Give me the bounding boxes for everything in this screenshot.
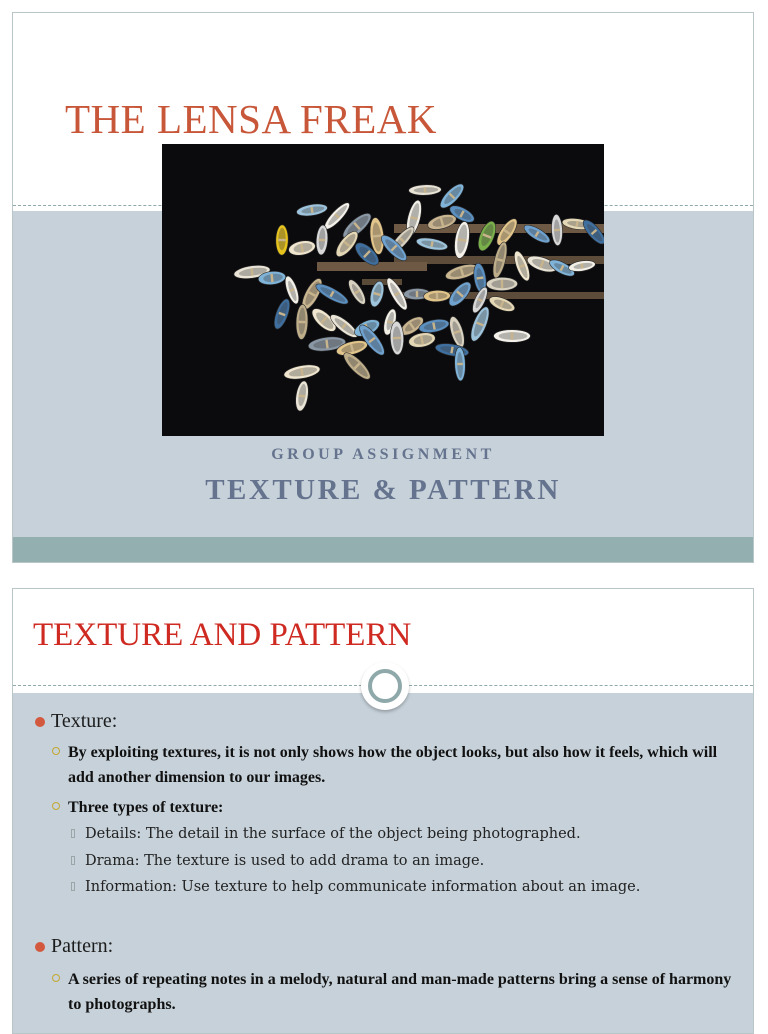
sub-sub-bullet [85, 879, 640, 895]
sub-sub-bullet [85, 853, 484, 869]
bullet-dot-icon [35, 942, 45, 952]
slide-title: TEXTURE AND PATTERN [33, 617, 412, 653]
square-bullet-icon [71, 856, 75, 865]
bullet-label: Texture: [51, 710, 118, 732]
sub-bullet [68, 740, 738, 790]
boats-photo [162, 144, 604, 436]
title-slide [12, 12, 754, 563]
sub-bullet-text: By exploiting textures, it is not only shows how the object looks, but also how it feels, which will add another dimension to our images. [68, 744, 718, 786]
circle-bullet-icon [52, 974, 60, 982]
circle-bullet-icon [52, 747, 60, 755]
square-bullet-icon [71, 882, 75, 891]
sub-sub-bullet [85, 826, 581, 842]
bullet-dot-icon [35, 717, 45, 727]
slide-footer-bar [13, 537, 753, 563]
circle-bullet-icon [52, 802, 60, 810]
sub-bullet [68, 795, 738, 820]
content-slide [12, 588, 754, 1034]
sub-sub-bullet-text: Drama: The texture is used to add drama to an image. [85, 853, 485, 869]
bullet-texture [51, 710, 117, 733]
bullet-label: Pattern: [51, 935, 114, 957]
square-bullet-icon [71, 829, 75, 838]
presentation-title: THE LENSA FREAK [65, 96, 437, 142]
sub-sub-bullet-text: Information: Use texture to help communicate information about an image. [85, 879, 641, 895]
sub-sub-bullet-text: Details: The detail in the surface of the object being photographed. [85, 826, 581, 842]
sub-bullet-text: Three types of texture: [68, 799, 224, 816]
sub-bullet-text: A series of repeating notes in a melody, natural and man-made patterns bring a sense of harmony to photographs. [68, 971, 732, 1013]
ring-icon [361, 662, 409, 710]
slide-subtitle: GROUP ASSIGNMENT [271, 446, 495, 463]
slide-main-title: TEXTURE & PATTERN [205, 474, 561, 506]
boats-photo-art [162, 144, 604, 436]
sub-bullet [68, 967, 738, 1017]
bullet-pattern [51, 935, 113, 958]
